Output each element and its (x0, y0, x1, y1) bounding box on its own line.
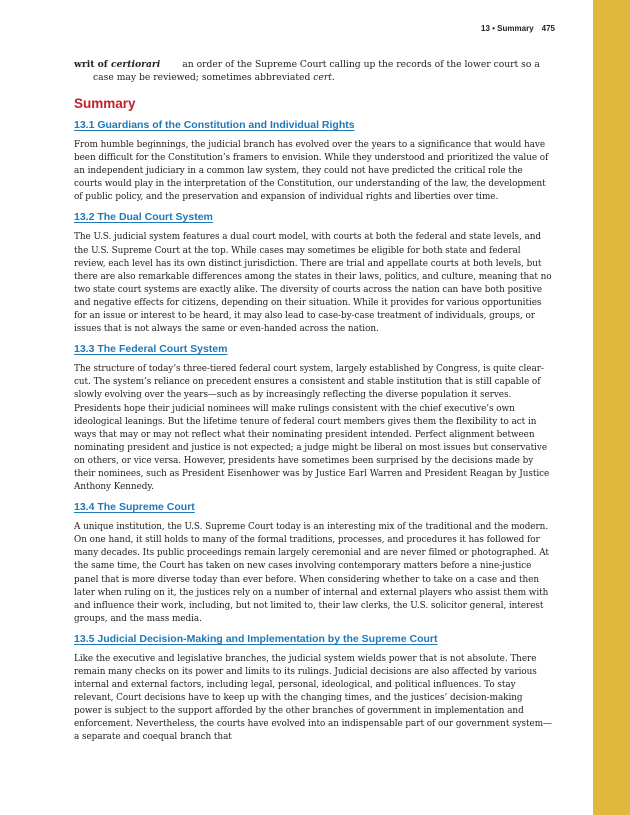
section-paragraph: A unique institution, the U.S. Supreme Court today is an interesting mix of the traditional and the modern. On one hand, it still holds to many of the formal traditions, processes, and procedures it has followed for many decades. Its public proceedings remain largely ceremonial and are never filmed or photographed. At the same time, the Court has taken on new cases involving contemporary matters before a nine-justice panel that is more diverse today than ever before. When considering whether to take on a case and then later when ruling on it, the justices rely on a number of internal and external players who assist them with and influence their work, including, but not limited to, their law clerks, the U.S. solicitor general, interest groups, and the mass media. (74, 522, 549, 624)
page-content (74, 58, 552, 752)
glossary-term (74, 58, 552, 84)
section-link[interactable]: 13.1 Guardians of the Constitution and Individual Rights (74, 119, 355, 131)
running-header (481, 24, 555, 33)
section-heading[interactable] (74, 119, 552, 132)
section-link[interactable]: 13.5 Judicial Decision-Making and Implementation by the Supreme Court (74, 632, 438, 645)
summary-heading: Summary (74, 96, 136, 111)
section-heading[interactable] (74, 211, 552, 224)
term-definition: an order of the Supreme Court calling up the records of the lower court so a case may be reviewed; sometimes abbreviated (93, 59, 540, 83)
section-paragraph: Like the executive and legislative branches, the judicial system wields power that is not absolute. There remain many checks on its power and limits to its rulings. Judicial decisions are also affected by various internal and external factors, including legal, personal, ideological, and political influences. To stay relevant, Court decisions have to keep up with the changing times, and the justices’ decision-making power is subject to the support afforded by the other branches of government in implementation and enforcement. Nevertheless, the courts have evolved into an indispensable part of our government system—a separate and coequal branch that (74, 653, 552, 743)
section-link[interactable]: 13.2 The Dual Court System (74, 211, 213, 224)
chapter-color-bar (593, 0, 630, 815)
term-word (74, 59, 160, 70)
term-word-italic: certiorari (110, 59, 161, 70)
term-definition-end: . (331, 72, 335, 83)
section-paragraph: The structure of today’s three-tiered federal court system, largely established by Congress, is quite clear-cut. The system’s reliance on precedent ensures a consistent and stable institution that is still capable of slowly evolving over the years—such as by increasingly reflecting the diverse population it serves. Presidents hope their judicial nominees will make rulings consistent with the chief executive’s own ideological leanings. But the lifetime tenure of federal court members gives them the flexibility to act in ways that may or may not reflect what their nominating president intended. Perfect alignment between nominating president and justice is not expected; a judge might be liberal on most issues but conservative on others, or vice versa. However, presidents have sometimes been surprised by the decisions made by their nominees, such as President Eisenhower was by Justice Earl Warren and President Reagan by Justice Anthony Kennedy. (74, 364, 550, 493)
section-paragraph: The U.S. judicial system features a dual court model, with courts at both the federal and state levels, and the U.S. Supreme Court at the top. While cases may sometimes be eligible for both state and federal review, each level has its own distinct jurisdiction. There are trial and appellate courts at both levels, but there are also remarkable differences among the states in their laws, politics, and culture, meaning that no two state court systems are exactly alike. The diversity of courts across the nation can have both positive and negative effects for citizens, depending on their situation. While it provides for various opportunities for an issue or interest to be heard, it may also lead to case-by-case treatment of individuals, groups, or issues that is not always the same or even-handed across the nation. (74, 232, 552, 335)
term-word-text: writ of (74, 59, 111, 70)
term-definition-italic: cert (313, 72, 332, 83)
section-link[interactable]: 13.4 The Supreme Court (74, 501, 195, 514)
section-heading[interactable] (74, 633, 552, 646)
section-link[interactable]: 13.3 The Federal Court System (74, 343, 228, 356)
section-paragraph: From humble beginnings, the judicial branch has evolved over the years to a significance that would have been difficult for the Constitution’s framers to envision. While they understood and prioritized the value of an independent judiciary in a common law system, they could not have predicted the critical role the courts would play in the interpretation of the Constitution, our understanding of the law, the development of public policy, and the preservation and expansion of individual rights and liberties over time. (74, 140, 549, 203)
chapter-label: 13 • Summary (481, 24, 534, 33)
section-heading[interactable] (74, 501, 552, 514)
page-number: 475 (541, 24, 555, 33)
section-heading[interactable] (74, 343, 552, 356)
